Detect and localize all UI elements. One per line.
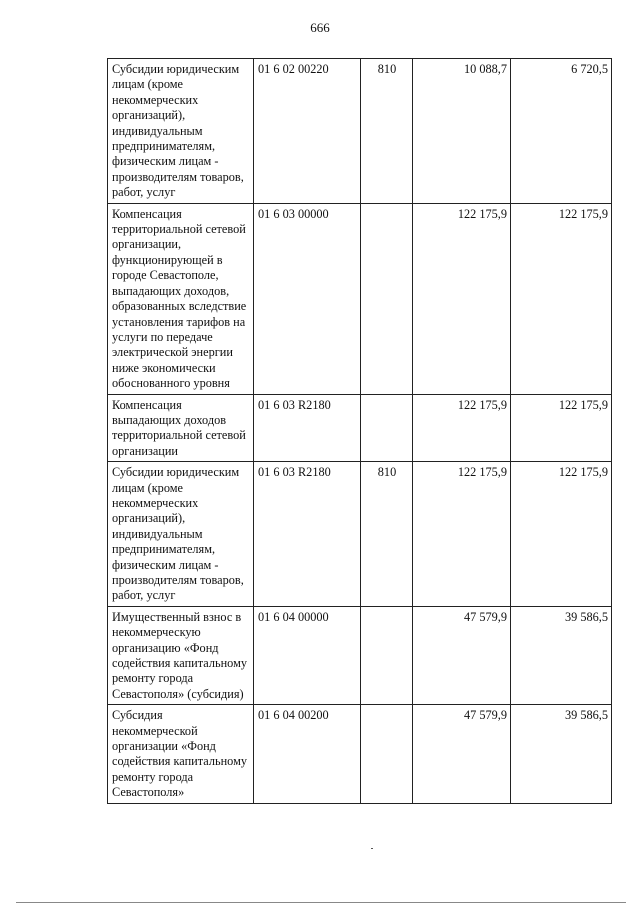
- scan-speck: [371, 848, 373, 849]
- expense-type-code: 810: [361, 59, 413, 204]
- item-name-cell: [108, 394, 254, 462]
- target-article-code: 01 6 03 R2180: [254, 394, 361, 462]
- item-name-cell: [108, 462, 254, 607]
- amount-first: 47 579,9: [413, 606, 511, 704]
- page-number: 666: [310, 20, 330, 35]
- item-name-cell: [108, 203, 254, 394]
- table-row: [108, 203, 612, 394]
- expense-type-code: [361, 394, 413, 462]
- amount-second: 122 175,9: [511, 203, 612, 394]
- amount-first: 47 579,9: [413, 705, 511, 803]
- amount-first: 10 088,7: [413, 59, 511, 204]
- item-name-cell: [108, 705, 254, 803]
- scan-edge-line: [16, 902, 626, 903]
- expense-type-code: [361, 203, 413, 394]
- target-article-code: 01 6 03 00000: [254, 203, 361, 394]
- table-row: [108, 705, 612, 803]
- item-name-cell: [108, 606, 254, 704]
- item-name: Субсидии юридическим лицам (кроме некоммерческих организаций), индивидуальным предпринимателям, физическим лицам - производителям товаров, работ, услуг: [112, 62, 244, 200]
- budget-table: [107, 58, 612, 804]
- target-article-code: 01 6 04 00000: [254, 606, 361, 704]
- table-row: [108, 394, 612, 462]
- amount-second: 122 175,9: [511, 394, 612, 462]
- amount-second: 122 175,9: [511, 462, 612, 607]
- item-name: Имущественный взнос в некоммерческую организацию «Фонд содействия капитальному ремонту города Севастополя» (субсидия): [112, 609, 248, 701]
- item-name: Субсидии юридическим лицам (кроме некоммерческих организаций), индивидуальным предпринимателям, физическим лицам - производителям товаров, работ, услуг: [112, 465, 244, 603]
- expense-type-code: 810: [361, 462, 413, 607]
- item-name: Субсидия некоммерческой организации «Фонд содействия капитальному ремонту города Севастополя»: [112, 708, 248, 800]
- amount-first: 122 175,9: [413, 203, 511, 394]
- table-row: [108, 462, 612, 607]
- target-article-code: 01 6 03 R2180: [254, 462, 361, 607]
- amount-first: 122 175,9: [413, 394, 511, 462]
- amount-first: 122 175,9: [413, 462, 511, 607]
- amount-second: 39 586,5: [511, 606, 612, 704]
- target-article-code: 01 6 02 00220: [254, 59, 361, 204]
- item-name: Компенсация выпадающих доходов территориальной сетевой организации: [112, 397, 246, 458]
- target-article-code: 01 6 04 00200: [254, 705, 361, 803]
- expense-type-code: [361, 705, 413, 803]
- expense-type-code: [361, 606, 413, 704]
- amount-second: 39 586,5: [511, 705, 612, 803]
- item-name: Компенсация территориальной сетевой организации, функционирующей в городе Севастополе, выпадающих доходов, образованных вследствие установления тарифов на услуги по передаче электрической энергии ниже экономически обоснованного уровня: [112, 206, 247, 391]
- item-name-cell: [108, 59, 254, 204]
- table-row: [108, 59, 612, 204]
- amount-second: 6 720,5: [511, 59, 612, 204]
- table-row: [108, 606, 612, 704]
